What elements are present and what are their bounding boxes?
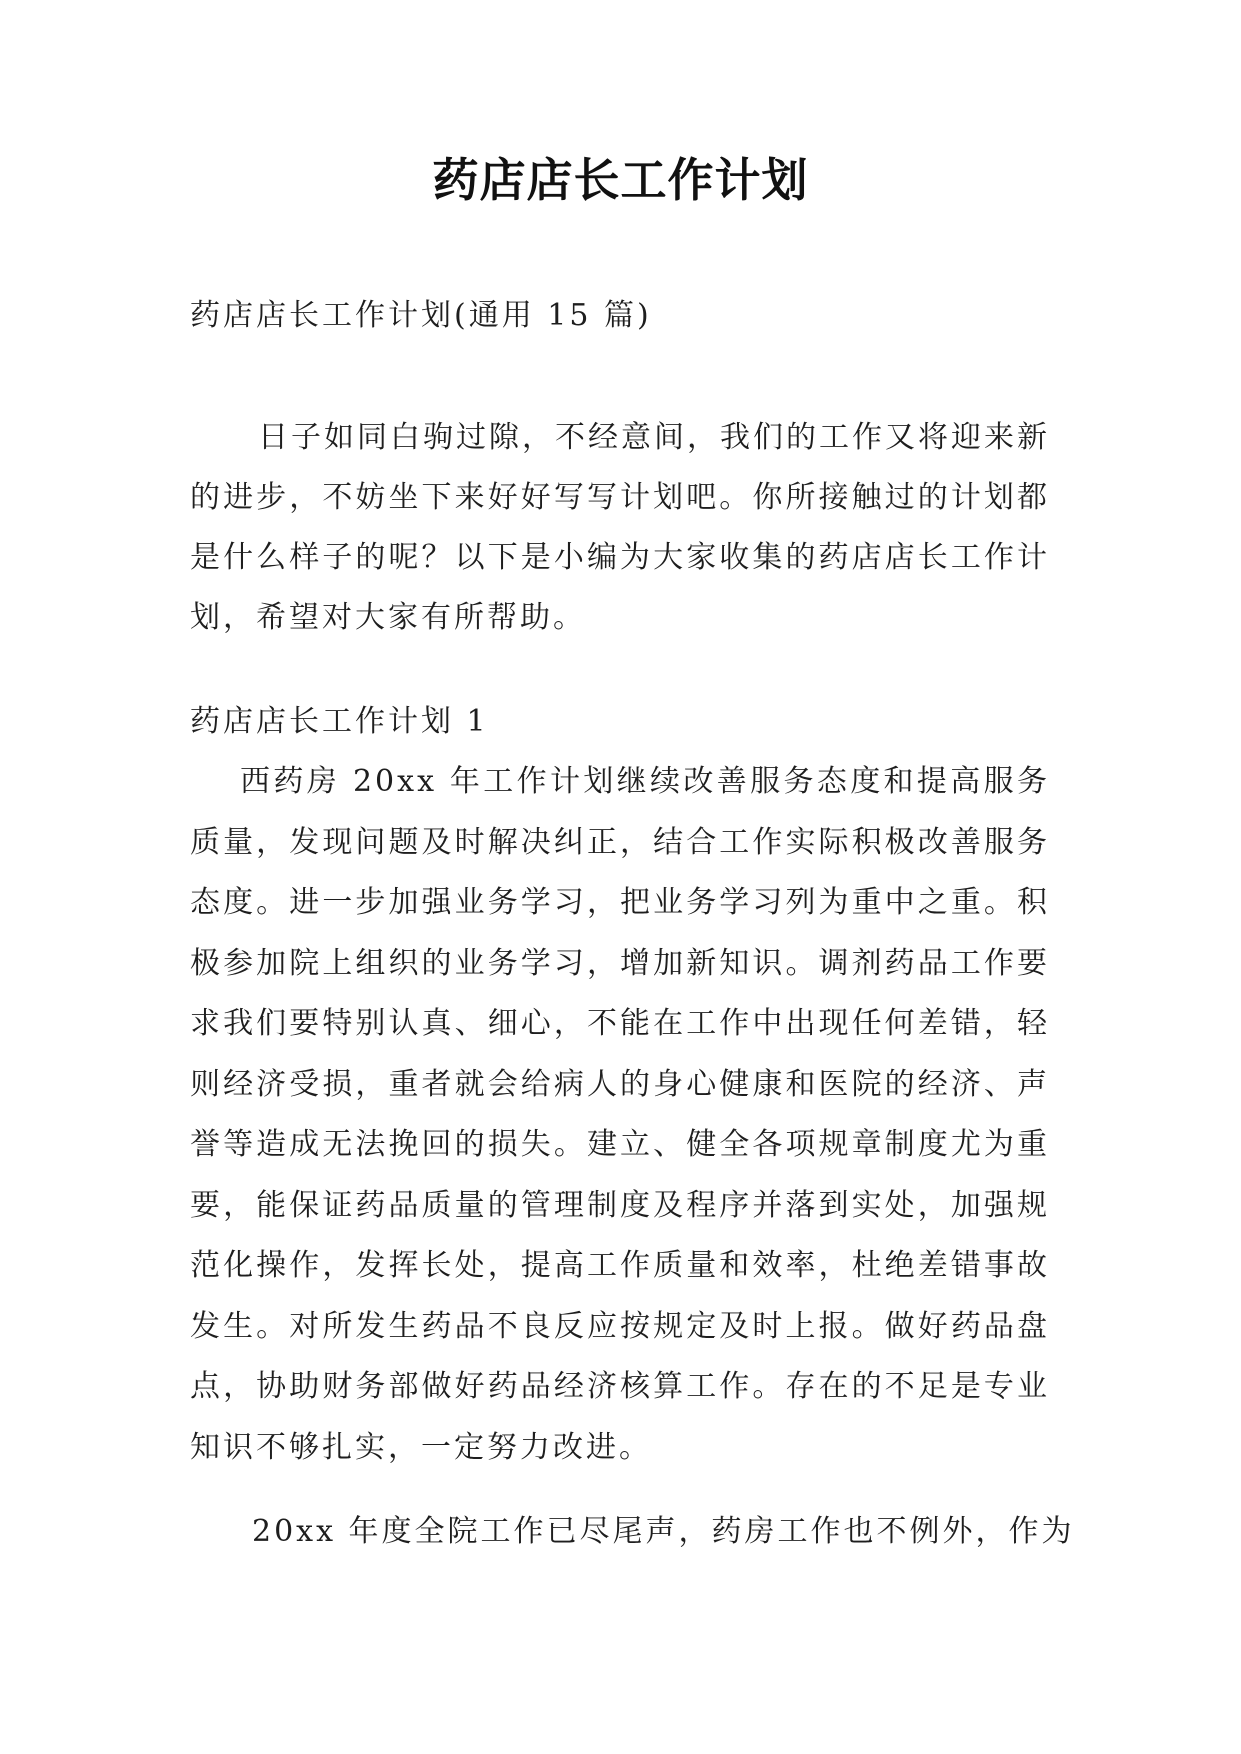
document-subtitle: 药店店长工作计划(通用 15 篇) [190, 298, 652, 333]
intro-paragraph: 日子如同白驹过隙，不经意间，我们的工作又将迎来新的进步，不妨坐下来好好写写计划吧。你所接触过的计划都是什么样子的呢？以下是小编为大家收集的药店店长工作计划，希望对大家有所帮助。 [190, 420, 1050, 635]
section-body-paragraph: 西药房 20xx 年工作计划继续改善服务态度和提高服务质量，发现问题及时解决纠正，结合工作实际积极改善服务态度。进一步加强业务学习，把业务学习列为重中之重。积极参加院上组织的业务学习，增加新知识。调剂药品工作要求我们要特别认真、细心，不能在工作中出现任何差错，轻则经济受损，重者就会给病人的身心健康和医院的经济、声誉等造成无法挽回的损失。建立、健全各项规章制度尤为重要，能保证药品质量的管理制度及程序并落到实处，加强规范化操作，发挥长处，提高工作质量和效率，杜绝差错事故发生。对所发生药品不良反应按规定及时上报。做好药品盘点，协助财务部做好药品经济核算工作。存在的不足是专业知识不够扎实，一定努力改进。 [190, 764, 1050, 1465]
next-paragraph: 20xx 年度全院工作已尽尾声，药房工作也不例外，作为 [252, 1514, 1075, 1549]
section-heading: 药店店长工作计划 1 [190, 704, 489, 739]
document-title: 药店店长工作计划 [432, 153, 809, 207]
